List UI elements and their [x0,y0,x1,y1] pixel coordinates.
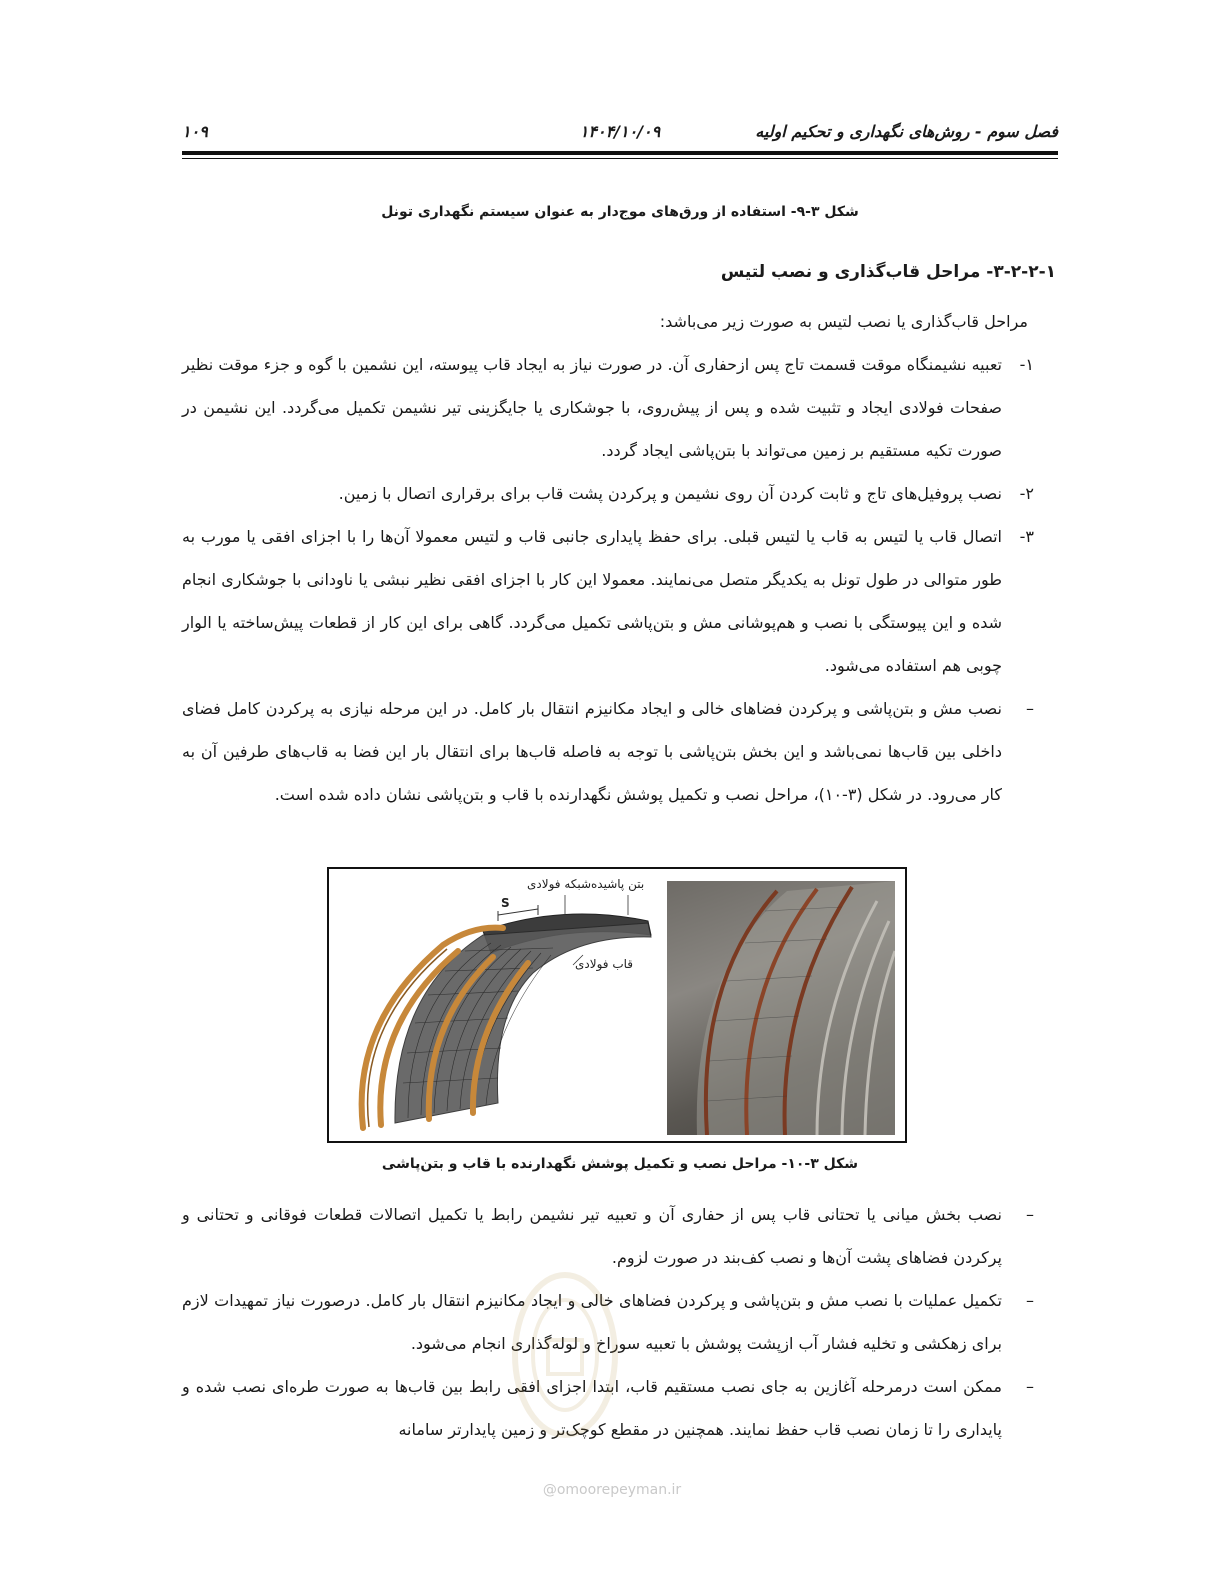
spacing-label: S [501,896,510,910]
list-marker: – [1026,1377,1034,1396]
list-item [182,515,1058,687]
list-item-text: تعبیه نشیمنگاه موقت قسمت تاج پس ازحفاری آن. در صورت نیاز به ایجاد قاب پیوسته، این نشمین با گوه و جزء موقت نظیر صفحات فولادی ایجاد و تثبیت شده و پس از پیش‌روی، با جوشکاری یا جایگزینی تیر نشیمن تکمیل می‌گردد. این نشیمن در صورت تکیه مستقیم بر زمین می‌تواند با بتن‌پاشی ایجاد گردد. [182,355,1002,460]
figure-10-caption: شکل ۳-۱۰- مراحل نصب و تکمیل پوشش نگهدارنده با قاب و بتن‌پاشی [381,1156,859,1172]
list-item-text: نصب پروفیل‌های تاج و ثابت کردن آن روی نشیمن و پرکردن پشت قاب برای برقراری اتصال با زمین. [338,484,1002,503]
list-marker: ۲- [1019,484,1034,503]
numbered-list [182,343,1058,687]
list-item [182,687,1058,816]
header-date: ۱۴۰۴/۱۰/۰۹ [579,122,661,141]
list-item-text: نصب بخش میانی یا تحتانی قاب پس از حفاری آن و تعبیه تیر نشیمن رابط یا تکمیل اتصالات قطعات فوقانی و تحتانی و پرکردن فضاهای پشت آن‌ها و نصب کف‌بند در صورت لزوم. [182,1205,1002,1267]
dash-list-1 [182,687,1058,816]
list-item-text: اتصال قاب یا لتیس به قاب یا لتیس قبلی. برای حفظ پایداری جانبی قاب و لتیس معمولا آن‌ها را با اجزای افقی یا مورب به طور متوالی در طول تونل به یکدیگر متصل می‌نمایند. معمولا این کار با اجزای افقی نظیر نبشی یا ناودانی با جوشکاری انجام شده و این پیوستگی با نصب و هم‌پوشانی مش و بتن‌پاشی تکمیل می‌گردد. گاهی برای این کار از قطعات پیش‌ساخته یا الوار چوبی هم استفاده می‌شود. [182,527,1002,675]
tunnel-photo-drawing [667,881,895,1135]
list-item [182,1279,1058,1365]
page-header [182,118,1058,148]
chapter-title: فصل سوم - روش‌های نگهداری و تحکیم اولیه [755,122,1058,141]
label-steel-frame: قاب فولادی [575,957,634,971]
intro-paragraph: مراحل قاب‌گذاری یا نصب لتیس به صورت زیر می‌باشد: [659,312,1028,331]
page-number: ۱۰۹ [182,122,208,141]
list-item [182,1365,1058,1451]
list-marker: – [1026,1205,1034,1224]
header-rule-thin [182,158,1058,159]
section-heading: ۳-۲-۲-۱- مراحل قاب‌گذاری و نصب لتیس [720,262,1056,282]
list-marker: – [1026,1291,1034,1310]
label-mesh: شبکه فولادی [527,877,592,891]
list-item [182,1193,1058,1279]
list-marker: ۳- [1019,527,1034,546]
dash-list-2 [182,1193,1058,1451]
list-marker: – [1026,699,1034,718]
list-item-text: تکمیل عملیات با نصب مش و بتن‌پاشی و پرکردن فضاهای خالی و ایجاد مکانیزم انتقال بار کامل. درصورت نیاز تمهیدات لازم برای زهکشی و تخلیه فشار آب ازپشت پوشش با تعبیه سوراخ و لوله‌گذاری انجام می‌شود. [182,1291,1002,1353]
tunnel-photo [667,881,895,1135]
list-item [182,343,1058,472]
figure-9-caption: شکل ۳-۹- استفاده از ورق‌های موج‌دار به عنوان سیستم نگهداری تونل [381,204,859,220]
list-marker: ۱- [1019,355,1034,374]
watermark-url: @omoorepeyman.ir [542,1482,682,1498]
label-shotcrete: بتن پاشیده [591,877,645,891]
list-item-text: ممکن است درمرحله آغازین به جای نصب مستقیم قاب، ابتدا اجزای افقی رابط بین قاب‌ها به صورت طره‌ای نصب شده و پایداری را تا زمان نصب قاب حفظ نمایند. همچنین در مقطع کوچک‌تر و زمین پایدارتر سامانه [182,1377,1002,1439]
frame-diagram [333,873,663,1139]
watermark-logo [510,1270,620,1440]
header-rule-thick [182,151,1058,155]
list-item [182,472,1058,515]
figure-3-10 [327,867,907,1143]
list-item-text: نصب مش و بتن‌پاشی و پرکردن فضاهای خالی و ایجاد مکانیزم انتقال بار کامل. در این مرحله نیازی به پرکردن کامل فضای داخلی بین قاب‌ها نمی‌باشد و این بخش بتن‌پاشی با توجه به فاصله قاب‌ها برای انتقال بار این فضا به قاب‌های طرفین آن به کار می‌رود. در شکل (۳-۱۰)، مراحل نصب و تکمیل پوشش نگهدارنده با قاب و بتن‌پاشی نشان داده شده است. [182,699,1002,804]
